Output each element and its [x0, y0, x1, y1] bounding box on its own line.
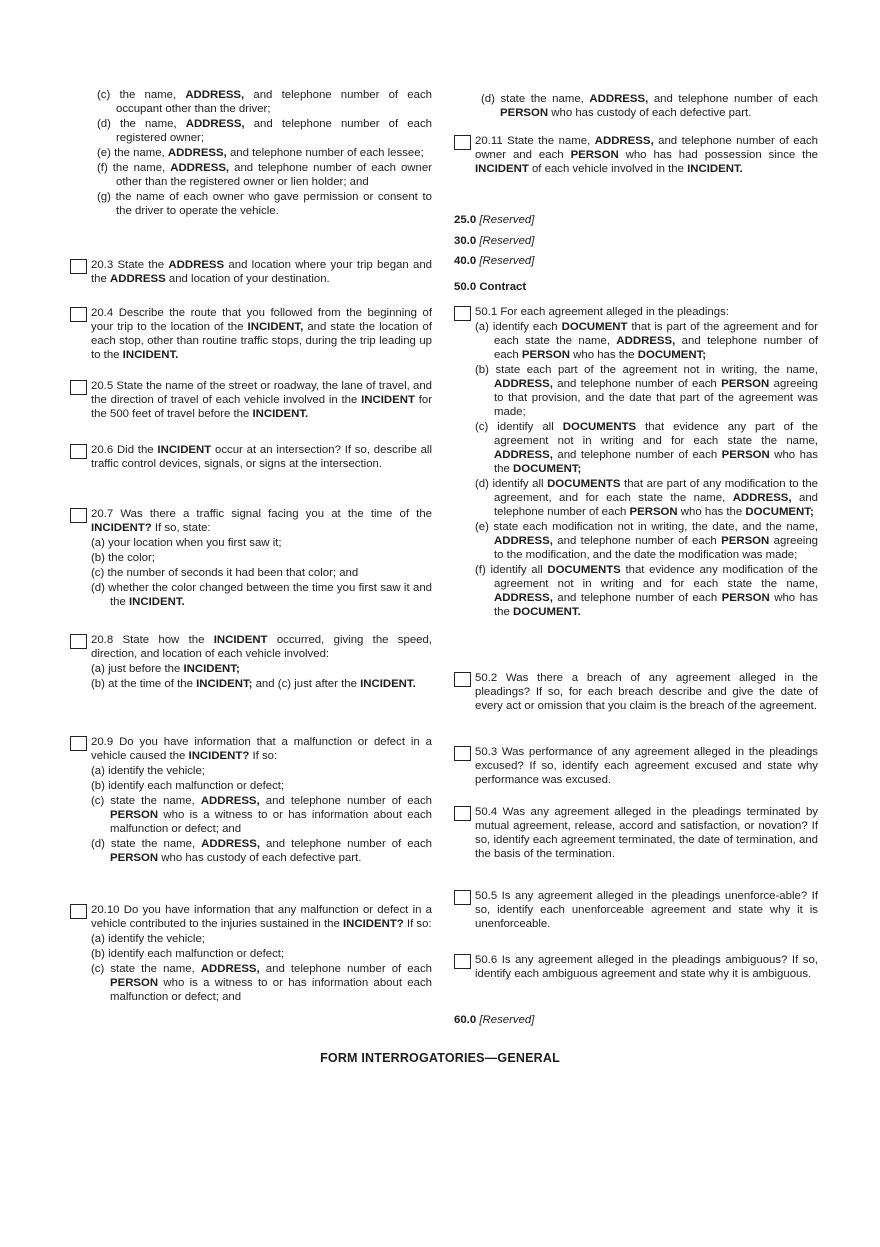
sub-item [91, 566, 432, 580]
text-run: who is a witness to or has information about each malfunction or defect; and [110, 809, 432, 835]
checkbox-20-9[interactable] [70, 736, 87, 751]
bold-term: ADDRESS, [494, 378, 553, 390]
checkbox-20-6[interactable] [70, 444, 87, 459]
question-text [91, 379, 432, 421]
section-number: 40.0 [454, 255, 477, 267]
text-run: (a) identify the vehicle; [91, 765, 205, 777]
text-run: (d) whether the color changed between the time you first saw it and the [91, 582, 432, 608]
text-run: (c) identify all [475, 421, 563, 433]
question-text [475, 889, 818, 931]
question-20-11 [454, 134, 818, 176]
section-number: 25.0 [454, 214, 477, 226]
checkbox-50-2[interactable] [454, 672, 471, 687]
bold-term: PERSON [721, 592, 770, 604]
text-run: and telephone number of each [648, 93, 818, 105]
text-run: and telephone number of each [260, 838, 432, 850]
sub-item [91, 947, 432, 961]
text-run: 20.7 Was there a traffic signal facing you at the time of the [91, 508, 432, 520]
question-50-2 [454, 671, 818, 713]
bold-term: PERSON [110, 852, 159, 864]
text-run: 20.8 State how the [91, 634, 214, 646]
checkbox-50-3[interactable] [454, 746, 471, 761]
text-run: who is a witness to or has information about each malfunction or defect; and [110, 977, 432, 1003]
question-20-10 [70, 903, 432, 1004]
text-run: (c) the number of seconds it had been that color; and [91, 567, 359, 579]
question-text [91, 258, 432, 286]
bold-term: DOCUMENT [561, 321, 628, 333]
bold-term: INCIDENT; [183, 663, 240, 675]
checkbox-20-8[interactable] [70, 634, 87, 649]
sub-item [91, 837, 432, 865]
sub-item [91, 764, 432, 778]
bold-term: ADDRESS, [494, 535, 553, 547]
bold-term: INCIDENT, [247, 321, 304, 333]
bold-term: DOCUMENT; [745, 506, 814, 518]
bold-term: DOCUMENT. [513, 606, 581, 618]
bold-term: ADDRESS, [185, 89, 245, 101]
text-run: and telephone number of each [552, 378, 722, 390]
sub-item [475, 420, 818, 476]
sub-item [91, 794, 432, 836]
question-items [91, 662, 432, 691]
text-run: and state the location of each stop, other than routine traffic stops, during the trip leading up to the [91, 321, 432, 361]
bold-term: INCIDENT [213, 634, 268, 646]
text-run: 50.4 Was any agreement alleged in the pleadings terminated by mutual agreement, release, accord and satisfaction, or novation? If so, identify each agreement terminated, the date of termination, and the basis of the termination. [475, 806, 818, 860]
text-run: and telephone number of each owner and each [475, 135, 818, 161]
checkbox-20-10[interactable] [70, 904, 87, 919]
text-run: (f) the name, [97, 162, 171, 174]
bold-term: ADDRESS, [170, 162, 230, 174]
section-30 [454, 234, 534, 248]
question-text [91, 507, 432, 535]
sub-item [475, 320, 818, 362]
question-items [91, 764, 432, 865]
bold-term: ADDRESS, [167, 147, 227, 159]
bold-term: INCIDENT. [129, 596, 185, 608]
question-text [91, 443, 432, 471]
q20-10-continued [454, 91, 818, 120]
text-run: 50.2 Was there a breach of any agreement alleged in the pleadings? If so, for each breach describe and give the date of every act or omission that you claim is the breach of the agreement. [475, 672, 818, 712]
sub-item [481, 92, 818, 120]
text-run: If so: [403, 918, 432, 930]
text-run: 20.10 Do you have information that any malfunction or defect in a vehicle contributed to the injuries sustained in the [91, 904, 432, 930]
sub-item [91, 962, 432, 1004]
text-run: and telephone number of each [552, 535, 722, 547]
checkbox-50-5[interactable] [454, 890, 471, 905]
question-text [475, 134, 818, 176]
text-run: and telephone number of each [552, 449, 722, 461]
question-20-9 [70, 735, 432, 865]
text-run: (a) just before the [91, 663, 184, 675]
text-run: (b) the color; [91, 552, 155, 564]
text-run: (d) state the name, [481, 93, 590, 105]
text-run: 20.5 State the name of the street or roadway, the lane of travel, and the direction of travel of each vehicle involved in the [91, 380, 432, 406]
text-run: (c) state the name, [91, 795, 201, 807]
section-25 [454, 213, 534, 227]
text-run: and telephone number of each lessee; [226, 147, 424, 159]
text-run: (c) state the name, [91, 963, 201, 975]
text-run: 20.6 Did the [91, 444, 158, 456]
text-run: 20.11 State the name, [475, 135, 595, 147]
text-run: (b) identify each malfunction or defect; [91, 948, 285, 960]
question-text [91, 306, 432, 362]
text-run: who has the [494, 592, 818, 618]
bold-term: DOCUMENTS [547, 564, 621, 576]
text-run: and telephone number of each owner other than the registered owner or lien holder; and [116, 162, 432, 188]
bold-term: DOCUMENT; [637, 349, 707, 361]
checkbox-50-1[interactable] [454, 306, 471, 321]
bold-term: ADDRESS, [200, 963, 260, 975]
text-run: and telephone number of each [259, 795, 432, 807]
form-footer-title: FORM INTERROGATORIES—GENERAL [320, 1051, 560, 1065]
text-run: (d) the name, [97, 118, 186, 130]
question-20-6 [70, 443, 432, 471]
question-20-8 [70, 633, 432, 691]
sub-item [475, 363, 818, 419]
question-text [475, 745, 818, 787]
bold-term: ADDRESS, [200, 795, 260, 807]
text-run: (e) the name, [97, 147, 168, 159]
bold-term: INCIDENT? [188, 750, 250, 762]
bold-term: PERSON [721, 535, 770, 547]
bold-term: INCIDENT. [252, 408, 309, 420]
text-run: 50.3 Was performance of any agreement alleged in the pleadings excused? If so, identify each agreement excused and state why performance was excused. [475, 746, 818, 786]
bold-term: ADDRESS, [494, 592, 553, 604]
bold-term: INCIDENT [361, 394, 415, 406]
bold-term: PERSON [570, 149, 619, 161]
bold-term: INCIDENT [157, 444, 212, 456]
bold-term: DOCUMENTS [547, 478, 621, 490]
bold-term: PERSON [721, 378, 770, 390]
section-label: [Reserved] [479, 235, 535, 247]
bold-term: PERSON [500, 107, 549, 119]
section-60 [454, 1013, 534, 1027]
question-items [475, 320, 818, 619]
text-run: (b) identify each malfunction or defect; [91, 780, 285, 792]
text-run: that are part of any modification to the agreement, and for each state the name, [494, 478, 818, 504]
text-run: occur at an intersection? If so, describe all traffic control devices, signals, or signs at the intersection. [91, 444, 432, 470]
text-run: If so, state: [151, 522, 211, 534]
question-text [475, 305, 818, 319]
bold-term: PERSON [110, 977, 159, 989]
question-20-3 [70, 258, 432, 286]
text-run: and (c) just after the [252, 678, 361, 690]
text-run: 20.9 Do you have information that a malfunction or defect in a vehicle caused the [91, 736, 432, 762]
section-40 [454, 254, 534, 268]
text-run: that is part of the agreement and for each state the name, [494, 321, 818, 347]
bold-term: INCIDENT? [343, 918, 404, 930]
bold-term: ADDRESS, [201, 838, 261, 850]
question-20-5 [70, 379, 432, 421]
text-run: for the 500 feet of travel before the [91, 394, 432, 420]
checkbox-50-4[interactable] [454, 806, 471, 821]
text-run: (d) state the name, [91, 838, 202, 850]
text-run: (a) your location when you first saw it; [91, 537, 282, 549]
bold-term: PERSON [110, 809, 159, 821]
checkbox-20-7[interactable] [70, 508, 87, 523]
sub-item [91, 662, 432, 676]
sub-item [91, 581, 432, 609]
bold-term: ADDRESS, [594, 135, 654, 147]
text-run: (a) identify the vehicle; [91, 933, 205, 945]
bold-term: PERSON [721, 449, 770, 461]
text-run: (a) identify each [475, 321, 562, 333]
question-text [91, 903, 432, 931]
bold-term: INCIDENT? [91, 522, 152, 534]
text-run: (d) identify all [475, 478, 548, 490]
bold-term: DOCUMENTS [562, 421, 637, 433]
text-run: agreeing to the modification, and the date the modification was made; [494, 535, 819, 561]
question-text [475, 671, 818, 713]
text-run: (g) the name of each owner who gave permission or consent to the driver to operate the vehicle. [97, 191, 432, 217]
sub-item [91, 536, 432, 550]
text-run: that evidence any modification of the agreement not in writing and for each state the name, [494, 564, 819, 590]
text-run: who has the [677, 506, 746, 518]
text-run: and telephone number of each registered owner; [116, 118, 432, 144]
text-run: (b) state each part of the agreement not in writing, the name, [475, 364, 818, 376]
bold-term: INCIDENT. [360, 678, 416, 690]
text-run: that evidence any part of the agreement not in writing and for each state the name, [494, 421, 818, 447]
bold-term: DOCUMENT; [513, 463, 582, 475]
text-run: and telephone number of each [494, 335, 818, 361]
text-run: and telephone number of each occupant other than the driver; [116, 89, 432, 115]
bold-term: PERSON [629, 506, 678, 518]
q20-2-continued [70, 87, 432, 218]
bold-term: INCIDENT. [122, 349, 179, 361]
bold-term: ADDRESS [168, 259, 225, 271]
text-run: If so: [249, 750, 278, 762]
question-text [91, 633, 432, 661]
section-50-title [454, 280, 526, 294]
text-run: (f) identify all [475, 564, 548, 576]
checkbox-20-4[interactable] [70, 307, 87, 322]
question-50-5 [454, 889, 818, 931]
text-run: who has the [569, 349, 638, 361]
question-50-4 [454, 805, 818, 861]
text-run: and telephone number of each [259, 963, 432, 975]
sub-item [475, 520, 818, 562]
question-20-7 [70, 507, 432, 609]
text-run: 50.5 Is any agreement alleged in the pleadings unenforce-able? If so, identify each unenforceable agreement and state why it is unenforceable. [475, 890, 818, 930]
checkbox-50-6[interactable] [454, 954, 471, 969]
section-label: [Reserved] [479, 1014, 535, 1026]
section-number: 30.0 [454, 235, 477, 247]
sub-item [475, 563, 818, 619]
bold-term: ADDRESS [110, 273, 166, 285]
section-title: 50.0 Contract [454, 281, 527, 293]
bold-term: PERSON [521, 349, 570, 361]
question-items [91, 536, 432, 609]
text-run: agreeing to that provision, and the date that part of the agreement was made; [494, 378, 819, 418]
sub-item [97, 190, 432, 218]
question-50-1 [454, 305, 818, 619]
text-run: who has had possession since the [618, 149, 818, 161]
sub-item [91, 677, 432, 691]
bold-term: INCIDENT [475, 163, 529, 175]
text-run: (b) at the time of the [91, 678, 197, 690]
sub-item [97, 88, 432, 116]
bold-term: ADDRESS, [494, 449, 553, 461]
sub-item [97, 161, 432, 189]
section-label: [Reserved] [479, 255, 535, 267]
checkbox-20-3[interactable] [70, 259, 87, 274]
text-run: and telephone number of each [552, 592, 722, 604]
text-run: 50.6 Is any agreement alleged in the pleadings ambiguous? If so, identify each ambiguous agreement and state why it is ambiguous. [475, 954, 818, 980]
text-run: and location of your destination. [165, 273, 330, 285]
text-run: (c) the name, [97, 89, 186, 101]
question-items [91, 932, 432, 1004]
text-run: 20.4 Describe the route that you followed from the beginning of your trip to the location of the [91, 307, 432, 333]
bold-term: ADDRESS, [589, 93, 649, 105]
text-run: and telephone number of each [494, 492, 818, 518]
sub-item [97, 117, 432, 145]
section-number: 60.0 [454, 1014, 477, 1026]
sub-item [97, 146, 432, 160]
bold-term: ADDRESS, [185, 118, 245, 130]
question-text [475, 805, 818, 861]
sub-item [91, 779, 432, 793]
text-run: 50.1 For each agreement alleged in the pleadings: [475, 306, 729, 318]
sub-item [91, 932, 432, 946]
text-run: who has custody of each defective part. [158, 852, 362, 864]
question-text [91, 735, 432, 763]
sub-item [475, 477, 818, 519]
text-run: 20.3 State the [91, 259, 169, 271]
checkbox-20-5[interactable] [70, 380, 87, 395]
text-run: occurred, giving the speed, direction, and location of each vehicle involved: [91, 634, 433, 660]
text-run: who has the [494, 449, 818, 475]
question-50-3 [454, 745, 818, 787]
question-20-4 [70, 306, 432, 362]
question-50-6 [454, 953, 818, 981]
text-run: who has custody of each defective part. [548, 107, 752, 119]
text-run: (e) state each modification not in writing, the date, and the name, [475, 521, 818, 533]
question-text [475, 953, 818, 981]
sub-item [91, 551, 432, 565]
checkbox-20-11[interactable] [454, 135, 471, 150]
text-run: and location where your trip began and the [91, 259, 432, 285]
bold-term: INCIDENT. [687, 163, 743, 175]
bold-term: ADDRESS, [616, 335, 676, 347]
bold-term: ADDRESS, [732, 492, 792, 504]
continued-items [481, 92, 818, 120]
section-label: [Reserved] [479, 214, 535, 226]
continued-items [97, 88, 432, 218]
bold-term: INCIDENT; [196, 678, 253, 690]
text-run: of each vehicle involved in the [528, 163, 688, 175]
